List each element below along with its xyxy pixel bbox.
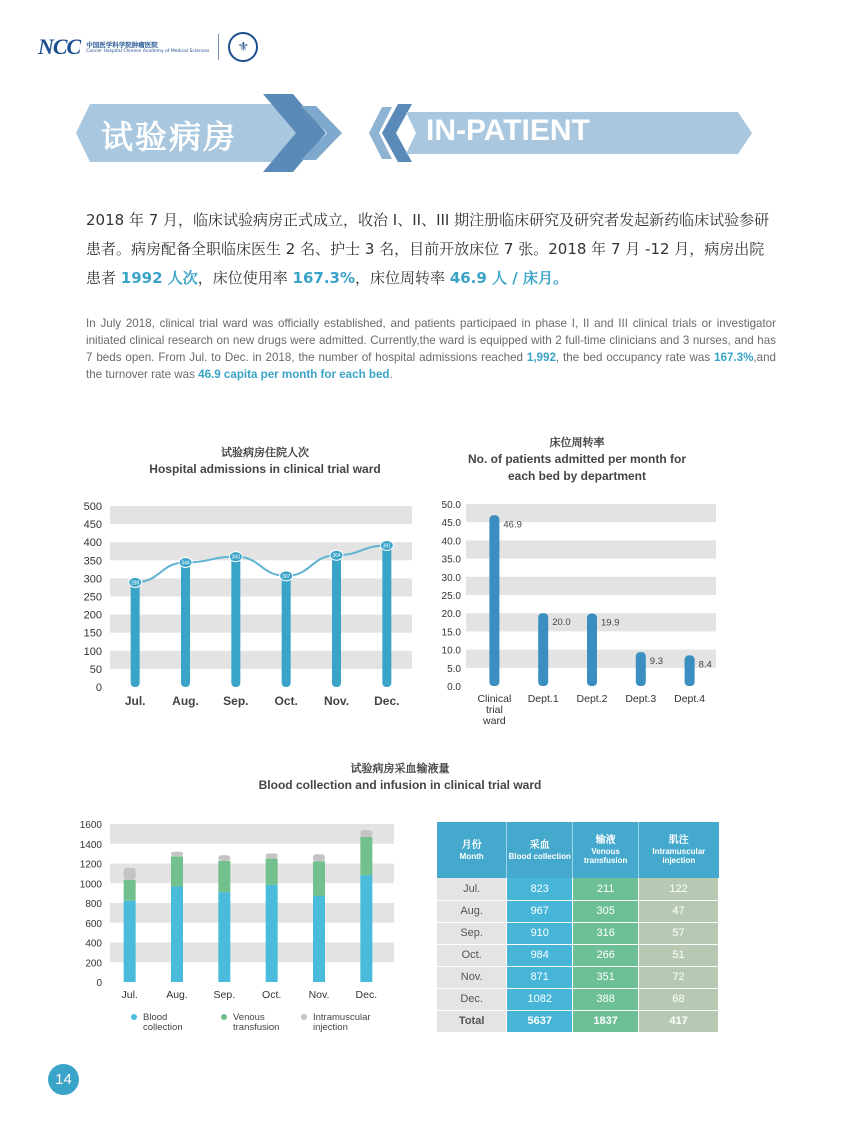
x-tick-label: Nov. — [323, 694, 350, 708]
y-tick-label: 20.0 — [441, 609, 461, 621]
table-cell: 316 — [573, 922, 639, 944]
x-tick-label: Dept.3 — [625, 693, 657, 705]
y-tick-label: 10.0 — [441, 645, 461, 657]
table-cell: 68 — [639, 988, 719, 1010]
stacked-segment — [313, 854, 325, 861]
logo-text — [86, 40, 209, 54]
blood-infusion-table — [437, 822, 719, 1033]
table-cell: 823 — [507, 878, 573, 900]
x-tick-label: Dec. — [355, 989, 378, 1001]
table-row — [437, 900, 719, 922]
data-label: 344 — [181, 560, 190, 567]
intro-paragraph-cn: 2018 年 7 月，临床试验病房正式成立，收治 I、II、III 期注册临床研究及研究者发起新药临床试验参研患者。病房配备全职临床医生 2 名、护士 3 名，目前开放床位 7 张。2018 年 7 月 -12 月，病房出院患者 1992 人次，床位使用率 167.3%，床位周转率 46.9 人 / 床月。 — [86, 211, 770, 287]
table-cell: Aug. — [437, 900, 507, 922]
x-tick-label: Aug. — [172, 694, 199, 708]
x-tick-label: Jul. — [124, 694, 146, 708]
logo-name-en: Cancer Hospital Chinese Academy of Medical Sciences — [86, 49, 210, 54]
y-tick-label: 50 — [89, 663, 102, 676]
legend-swatch — [131, 1014, 137, 1020]
stacked-segment — [266, 854, 278, 859]
y-tick-label: 0.0 — [447, 682, 461, 693]
data-label: 289 — [130, 580, 140, 587]
table-cell: Dec. — [437, 988, 507, 1010]
chart1-grid-band — [110, 578, 412, 596]
table-cell: 351 — [573, 966, 639, 988]
bed-turnover-chart — [430, 496, 722, 736]
data-label: 46.9 — [503, 519, 522, 531]
header-blood: 采血 Blood collection — [507, 822, 573, 878]
hospital-seal-icon: ⚜ — [228, 32, 258, 62]
table-cell: Oct. — [437, 944, 507, 966]
y-tick-label: 40.0 — [441, 536, 461, 548]
header-month: 月份 Month — [437, 822, 507, 878]
bar — [636, 652, 646, 686]
stacked-segment — [313, 861, 325, 896]
chart1-grid-band — [110, 651, 412, 669]
logo-name-cn: 中国医学科学院肿瘤医院 — [86, 41, 158, 49]
table-row — [437, 878, 719, 900]
y-tick-label: 0 — [96, 978, 102, 989]
x-tick-label: Nov. — [308, 989, 330, 1001]
table-cell: 47 — [639, 900, 719, 922]
stacked-segment — [124, 880, 136, 901]
stacked-segment — [171, 856, 183, 886]
bar — [587, 614, 597, 686]
chart3-grid-band — [110, 824, 394, 844]
y-tick-label: 300 — [83, 573, 102, 586]
table-cell: 211 — [573, 878, 639, 900]
y-tick-label: 800 — [85, 899, 102, 910]
stacked-segment — [360, 830, 372, 837]
chart3-title-en: Blood collection and infusion in clinical trial ward — [258, 778, 542, 792]
table-cell: Nov. — [437, 966, 507, 988]
x-tick-label: Oct. — [274, 694, 298, 708]
table-cell: Total — [437, 1010, 507, 1032]
table-cell: 1082 — [507, 988, 573, 1010]
table-row — [437, 922, 719, 944]
header-intramuscular: 肌注 Intramuscular injection — [639, 822, 719, 878]
table-cell: 984 — [507, 944, 573, 966]
table-cell: Sep. — [437, 922, 507, 944]
bar — [131, 582, 140, 687]
table-cell: 1837 — [573, 1010, 639, 1032]
page-number: 14 — [48, 1064, 79, 1095]
data-label: 19.9 — [601, 617, 620, 629]
legend-swatch — [221, 1014, 227, 1020]
chart1-grid-band — [110, 506, 412, 524]
bar — [281, 573, 291, 687]
y-tick-label: 400 — [85, 938, 102, 950]
bar — [231, 554, 241, 687]
admissions-chart — [72, 496, 420, 716]
data-table — [437, 822, 719, 1033]
y-tick-label: 200 — [85, 958, 102, 970]
y-tick-label: 500 — [83, 501, 102, 513]
x-tick-label: Jul. — [121, 989, 138, 1001]
chart1-title — [100, 444, 430, 478]
y-tick-label: 350 — [83, 555, 102, 568]
table-cell: 5637 — [507, 1010, 573, 1032]
banner-title-cn: 试验病房 — [101, 118, 238, 156]
y-tick-label: 200 — [83, 609, 102, 622]
header-venous: 输液 Venous transfusion — [573, 822, 639, 878]
stacked-segment — [171, 887, 183, 982]
data-label: 9.3 — [649, 656, 664, 668]
x-tick-label: Sep. — [213, 989, 236, 1001]
stacked-segment — [124, 901, 136, 982]
table-cell: Jul. — [437, 878, 507, 900]
data-label: 391 — [382, 543, 392, 550]
legend-label: Intramuscular injection — [313, 1012, 371, 1033]
stacked-segment — [266, 859, 278, 885]
table-cell: 967 — [507, 900, 573, 922]
stacked-segment — [266, 885, 278, 982]
logo-divider — [218, 34, 219, 60]
stacked-segment — [360, 875, 372, 982]
chart3-grid-band — [110, 943, 394, 963]
chart2-grid-band — [466, 540, 716, 558]
table-cell: 122 — [639, 878, 719, 900]
chart2-title-cn: 床位周转率 — [549, 436, 605, 449]
chart3-grid-band — [110, 864, 394, 884]
banner-title-en: IN-PATIENT — [426, 114, 590, 147]
y-tick-label: 100 — [83, 645, 102, 658]
bar — [332, 555, 341, 687]
intro-paragraph-en: In July 2018, clinical trial ward was officially established, and patients participaed in phase I, II and III clinical trials or investigator initiated clinical research on new drugs were admitted. Currently,the ward is equipped with 2 full-time clinicians and 3 nurses, and has 7 beds open. From Jul. to Dec. in 2018, the number of hospital admissions reached 1,992, the bed occupancy rate was 167.3%,and the turnover rate was 46.9 capita per month for each bed. — [86, 317, 776, 381]
x-tick-label: Aug. — [166, 989, 188, 1001]
bar — [181, 562, 190, 687]
x-tick-label: Dec. — [374, 694, 400, 708]
table-cell: 266 — [573, 944, 639, 966]
chart1-title-en: Hospital admissions in clinical trial ward — [149, 462, 381, 476]
stacked-segment — [360, 837, 372, 875]
y-tick-label: 25.0 — [441, 591, 461, 602]
table-cell: 417 — [639, 1010, 719, 1032]
y-tick-label: 0 — [95, 682, 102, 694]
table-total-row — [437, 1010, 719, 1032]
y-tick-label: 15.0 — [441, 627, 461, 639]
legend-swatch — [301, 1014, 307, 1020]
bar — [382, 545, 391, 687]
y-tick-label: 150 — [83, 627, 102, 640]
bar — [685, 655, 695, 686]
y-tick-label: 600 — [85, 918, 102, 930]
chart2-title — [436, 434, 718, 485]
header-logo — [38, 30, 258, 64]
stacked-segment — [218, 861, 230, 892]
y-tick-label: 400 — [83, 537, 102, 550]
y-tick-label: 450 — [83, 519, 102, 532]
stacked-segment — [218, 855, 230, 861]
x-tick-label: Dept.2 — [576, 693, 608, 705]
bar — [538, 613, 548, 686]
chart1-title-cn: 试验病房住院人次 — [221, 446, 309, 459]
table-cell: 51 — [639, 944, 719, 966]
legend-label: Venous transfusion — [233, 1012, 280, 1033]
y-tick-label: 5.0 — [447, 663, 461, 675]
y-tick-label: 35.0 — [441, 554, 461, 566]
x-tick-label: Oct. — [262, 989, 282, 1001]
table-cell: 871 — [507, 966, 573, 988]
chart3-title — [200, 760, 600, 794]
x-tick-label: Clinical trial ward — [477, 693, 512, 727]
table-row — [437, 944, 719, 966]
table-cell: 57 — [639, 922, 719, 944]
chart2-title-en-line1: No. of patients admitted per month for — [468, 452, 686, 466]
table-cell: 72 — [639, 966, 719, 988]
table-cell: 305 — [573, 900, 639, 922]
y-tick-label: 30.0 — [441, 572, 461, 584]
chart1-grid-band — [110, 615, 412, 633]
x-tick-label: Dept.1 — [527, 693, 559, 705]
y-tick-label: 1600 — [79, 820, 102, 831]
table-cell: 388 — [573, 988, 639, 1010]
chart3-title-cn: 试验病房采血输液量 — [350, 762, 450, 775]
blood-infusion-chart — [72, 816, 412, 1036]
y-tick-label: 250 — [83, 591, 102, 604]
table-row — [437, 966, 719, 988]
stacked-segment — [313, 896, 325, 982]
chart3-grid-band — [110, 903, 394, 923]
stacked-segment — [218, 892, 230, 982]
data-label: 307 — [281, 573, 291, 580]
x-tick-label: Sep. — [223, 694, 249, 708]
bar — [489, 515, 499, 686]
legend-label: Blood collection — [143, 1012, 183, 1033]
data-label: 8.4 — [698, 659, 712, 671]
y-tick-label: 1200 — [79, 859, 102, 871]
y-tick-label: 50.0 — [441, 500, 461, 511]
table-row — [437, 988, 719, 1010]
stacked-segment — [124, 868, 136, 880]
logo-mark: NCC — [38, 34, 81, 59]
y-tick-label: 45.0 — [441, 518, 461, 530]
y-tick-label: 1400 — [79, 839, 102, 851]
table-cell: 910 — [507, 922, 573, 944]
table-header-row — [437, 822, 719, 878]
chart1-grid-band — [110, 542, 412, 560]
x-tick-label: Dept.4 — [674, 693, 706, 705]
chart2-grid-band — [466, 577, 716, 595]
stacked-segment — [171, 852, 183, 857]
data-label: 364 — [332, 553, 341, 560]
data-label: 20.0 — [552, 617, 571, 629]
chart2-title-en-line2: each bed by department — [507, 469, 647, 483]
data-label: 360 — [231, 554, 241, 561]
y-tick-label: 1000 — [79, 879, 102, 891]
